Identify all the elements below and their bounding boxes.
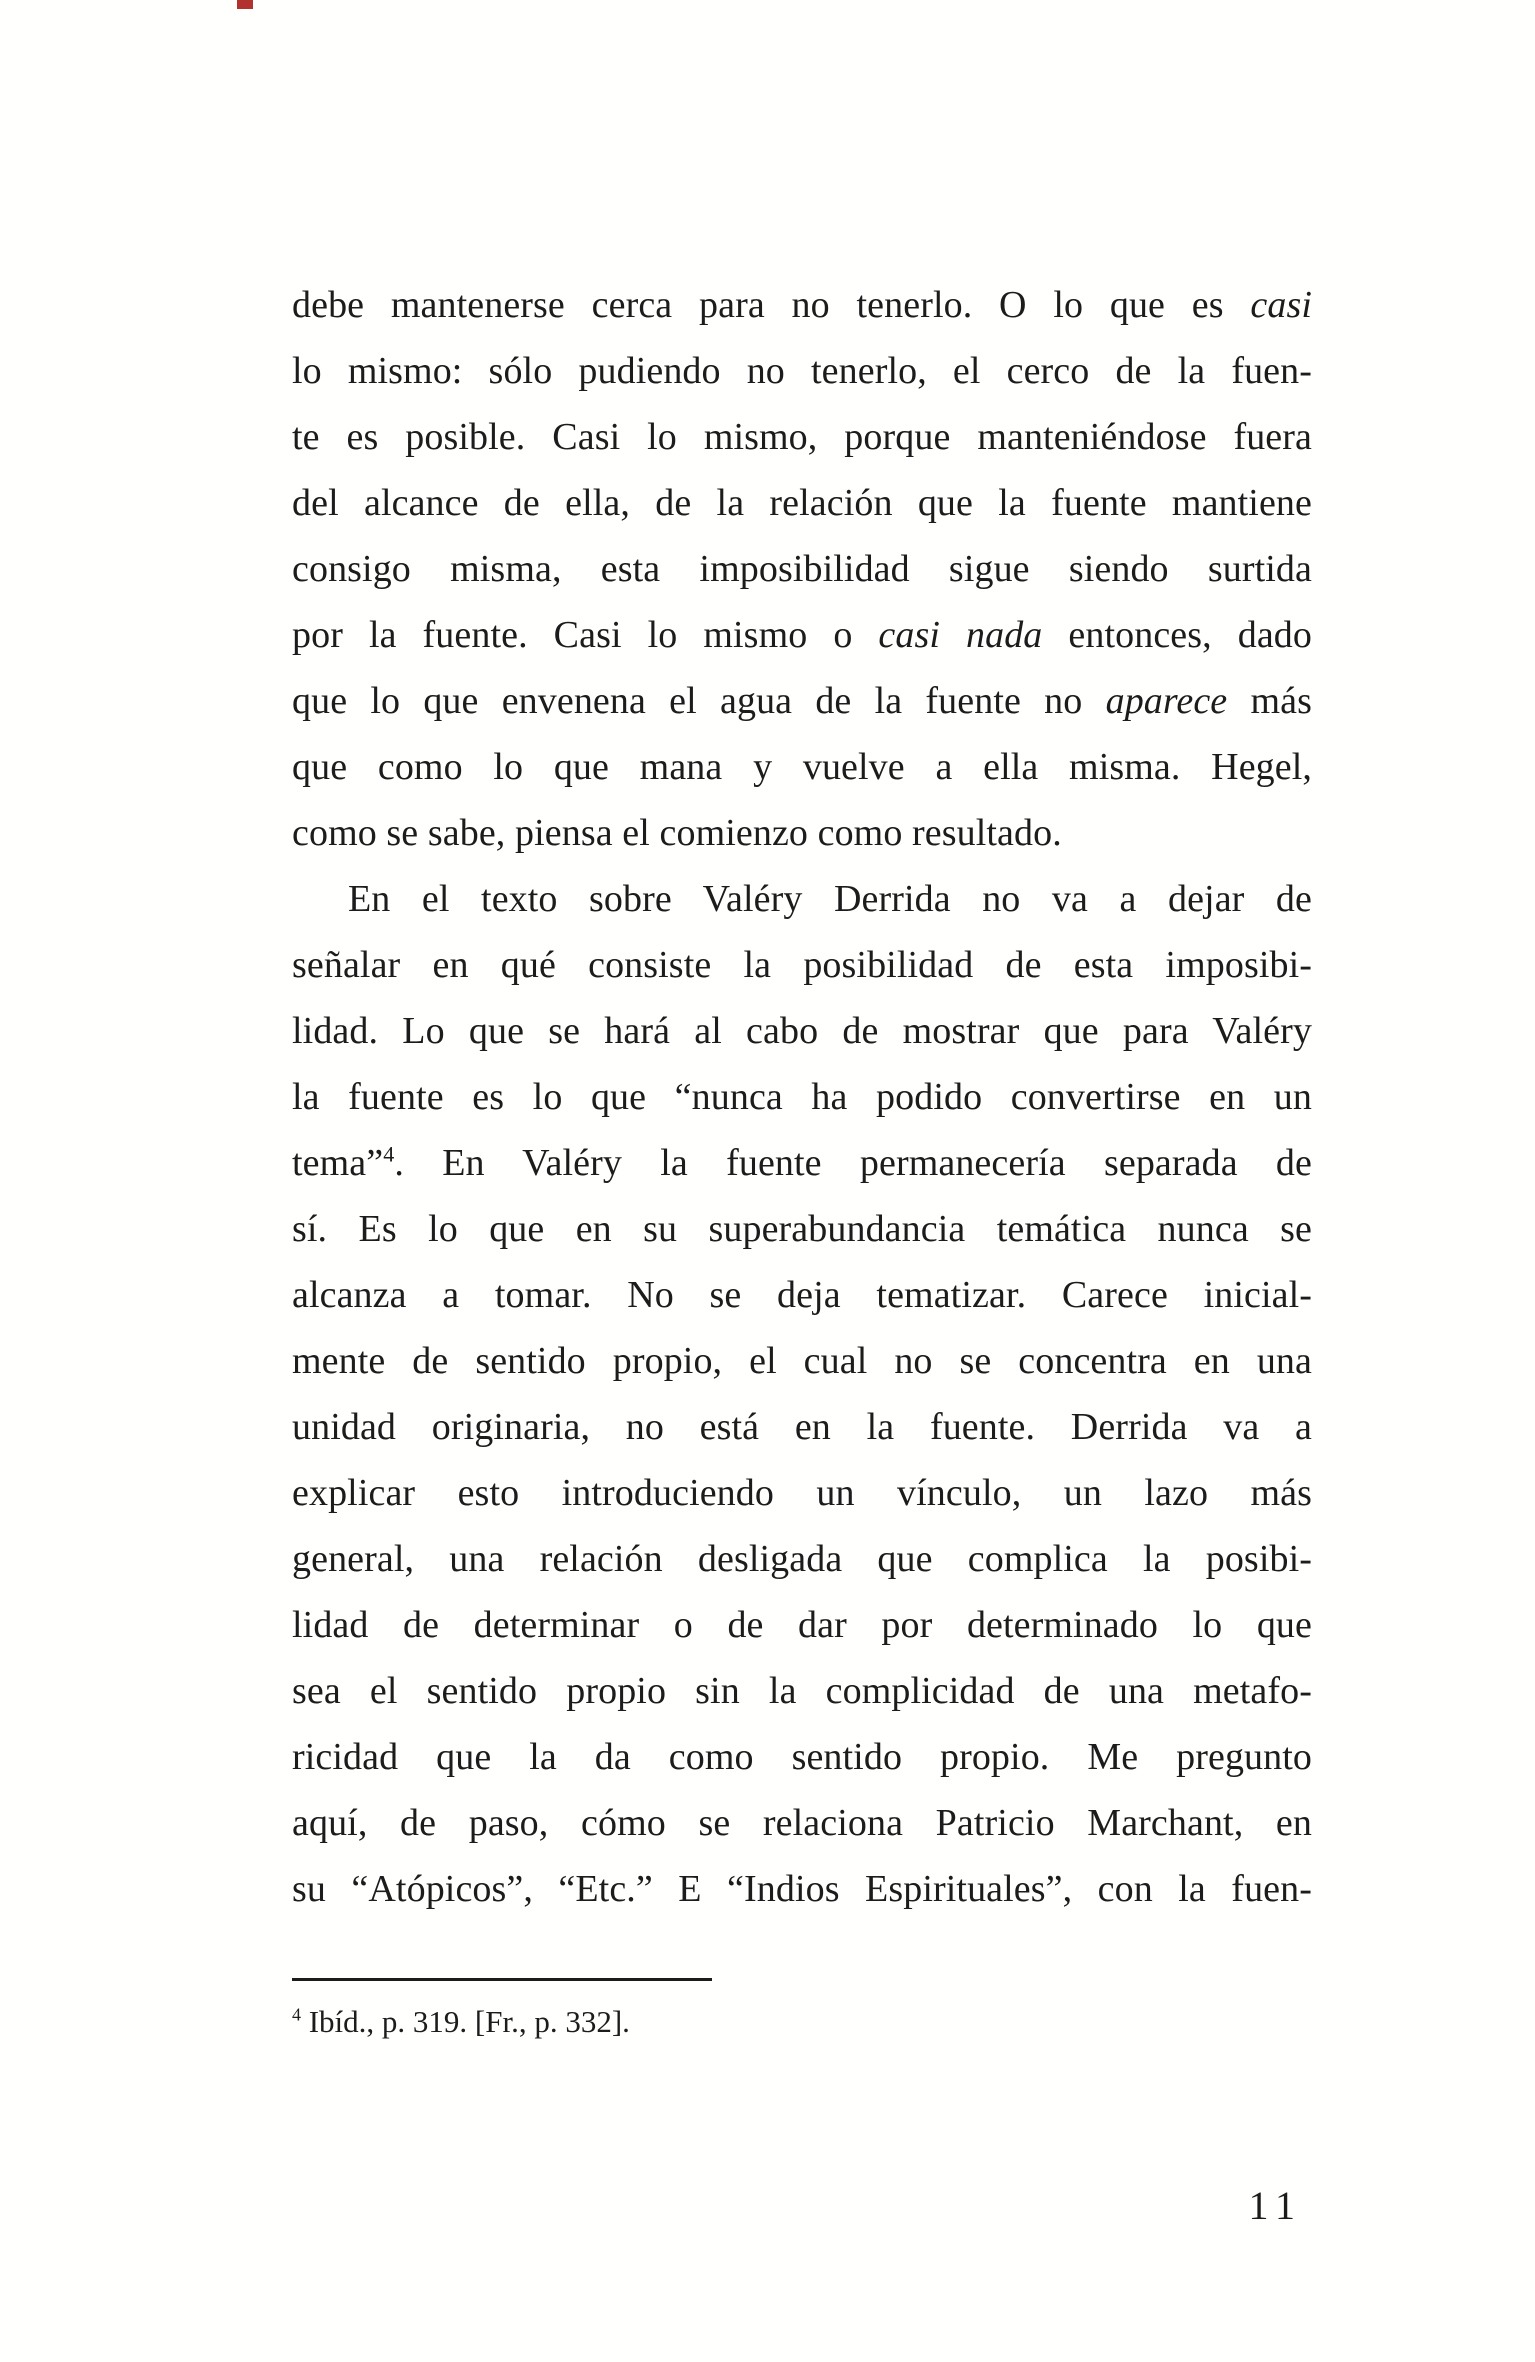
text-segment: debe mantenerse cerca para no tenerlo. O lo que es	[292, 284, 1251, 326]
text-line	[292, 1130, 1312, 1196]
text-segment: por la fuente. Casi lo mismo o	[292, 614, 879, 656]
text-segment: entonces, dado	[1042, 614, 1312, 656]
text-line	[292, 866, 1312, 932]
text-segment: la fuente es lo que “nunca ha podido convertirse en un	[292, 1076, 1312, 1118]
text-line	[292, 338, 1312, 404]
text-segment: más	[1227, 680, 1312, 722]
text-segment: lidad. Lo que se hará al cabo de mostrar que para Valéry	[292, 1010, 1312, 1052]
text-segment: general, una relación desligada que complica la posibi-	[292, 1538, 1312, 1580]
text-segment: que como lo que mana y vuelve a ella misma. Hegel,	[292, 746, 1312, 788]
footnote	[292, 2001, 1312, 2043]
text-line	[292, 1856, 1312, 1922]
text-segment: sea el sentido propio sin la complicidad de una metafo-	[292, 1670, 1312, 1712]
text-line	[292, 1394, 1312, 1460]
text-line	[292, 470, 1312, 536]
text-line	[292, 1196, 1312, 1262]
text-line	[292, 1064, 1312, 1130]
footnote-reference: 4	[383, 1141, 395, 1167]
text-segment: como se sabe, piensa el comienzo como resultado.	[292, 812, 1062, 854]
text-segment: aparece	[1105, 680, 1228, 722]
text-segment: consigo misma, esta imposibilidad sigue siendo surtida	[292, 548, 1312, 590]
footnote-block	[292, 1978, 1312, 2043]
text-line	[292, 1724, 1312, 1790]
text-line	[292, 1658, 1312, 1724]
text-segment: que lo que envenena el agua de la fuente no	[292, 680, 1106, 722]
body-text-block	[292, 272, 1312, 1922]
text-segment: señalar en qué consiste la posibilidad de esta imposibi-	[292, 944, 1312, 986]
footnote-marker: 4	[292, 2004, 301, 2025]
text-line	[292, 1262, 1312, 1328]
text-line	[292, 932, 1312, 998]
text-line	[292, 536, 1312, 602]
text-segment: su “Atópicos”, “Etc.” E “Indios Espirituales”, con la fuen-	[292, 1868, 1312, 1910]
text-line	[292, 734, 1312, 800]
text-segment: unidad originaria, no está en la fuente. Derrida va a	[292, 1406, 1312, 1448]
text-segment: ricidad que la da como sentido propio. Me pregunto	[292, 1736, 1312, 1778]
body-lines	[292, 272, 1312, 1922]
text-line	[292, 998, 1312, 1064]
text-segment: del alcance de ella, de la relación que la fuente mantiene	[292, 482, 1312, 524]
text-segment: te es posible. Casi lo mismo, porque manteniéndose fuera	[292, 416, 1312, 458]
text-segment: En el texto sobre Valéry Derrida no va a dejar de	[348, 878, 1312, 920]
text-segment: aquí, de paso, cómo se relaciona Patricio Marchant, en	[292, 1802, 1312, 1844]
text-line	[292, 668, 1312, 734]
text-segment: . En Valéry la fuente permanecería separada de	[394, 1142, 1312, 1184]
text-segment: casi	[1250, 284, 1312, 326]
text-line	[292, 1592, 1312, 1658]
text-line	[292, 1790, 1312, 1856]
text-line	[292, 602, 1312, 668]
text-line	[292, 1526, 1312, 1592]
text-line	[292, 404, 1312, 470]
text-segment: sí. Es lo que en su superabundancia temática nunca se	[292, 1208, 1312, 1250]
text-segment: lo mismo: sólo pudiendo no tenerlo, el cerco de la fuen-	[292, 350, 1312, 392]
text-segment: explicar esto introduciendo un vínculo, un lazo más	[292, 1472, 1312, 1514]
text-segment: alcanza a tomar. No se deja tematizar. Carece inicial-	[292, 1274, 1312, 1316]
footnote-text: Ibíd., p. 319. [Fr., p. 332].	[300, 2004, 630, 2039]
scan-artifact-mark	[237, 0, 253, 9]
text-segment: lidad de determinar o de dar por determinado lo que	[292, 1604, 1312, 1646]
text-line	[292, 272, 1312, 338]
text-segment: casi nada	[878, 614, 1043, 656]
page-number: 11	[1248, 2183, 1303, 2228]
text-segment: tema”	[292, 1142, 384, 1184]
footnote-divider	[292, 1978, 712, 1981]
text-line	[292, 1328, 1312, 1394]
text-line	[292, 1460, 1312, 1526]
text-segment: mente de sentido propio, el cual no se concentra en una	[292, 1340, 1312, 1382]
text-line	[292, 800, 1312, 866]
